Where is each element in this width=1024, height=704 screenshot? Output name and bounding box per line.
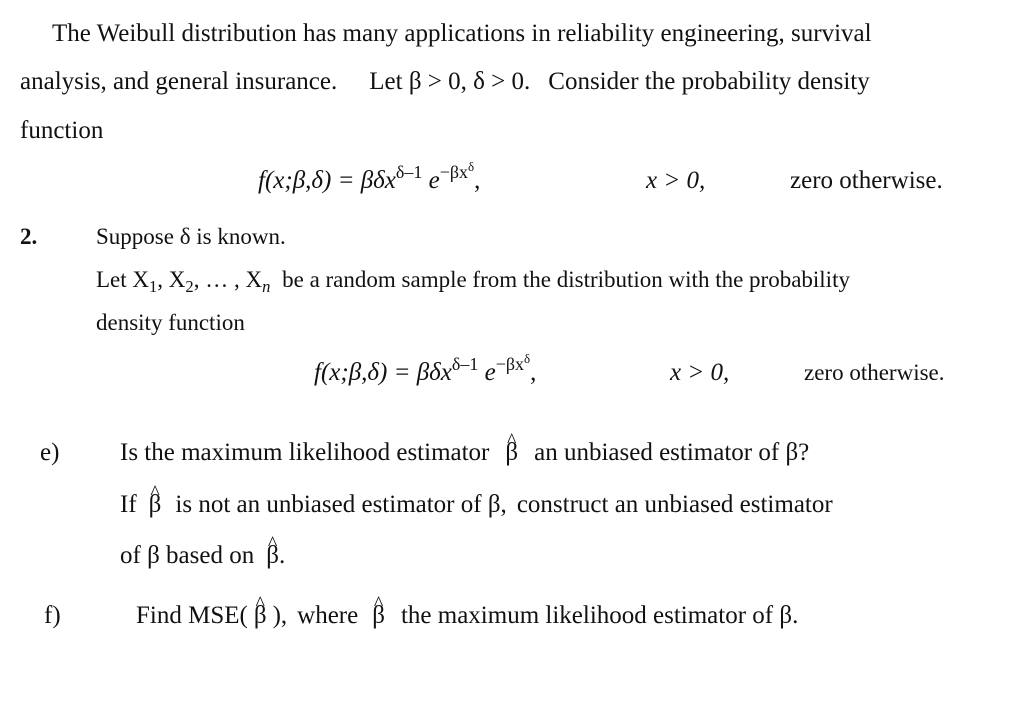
part-e-line-1: [120, 438, 809, 468]
part-f-text: the maximum likelihood estimator of β.: [400, 602, 799, 629]
q2-text: Let X: [96, 267, 150, 292]
q2-line-1: Suppose δ is known.: [96, 224, 286, 249]
q2-line-2: [96, 265, 850, 295]
intro-line-3: function: [20, 117, 104, 144]
pdf-exponent: δ–1: [395, 162, 423, 183]
q2-line-3: density function: [96, 310, 245, 335]
part-f-text: where: [297, 602, 359, 629]
q2-text: , … , X: [193, 267, 263, 292]
pdf-formula-main: [258, 158, 481, 196]
pdf-formula-repeat: [314, 350, 537, 388]
q2-text: be a random sample from the distribution with the probability: [282, 267, 850, 292]
part-f-text: Find MSE(: [136, 602, 248, 629]
pdf-lhs: f(x;β,δ) = βδx: [258, 167, 396, 194]
intro-text: Consider the probability density: [548, 68, 870, 95]
pdf-exponent: δ–1: [451, 354, 479, 375]
pdf-condition: x > 0,: [646, 167, 706, 194]
part-e-label: e): [40, 439, 60, 466]
part-e-text: .: [278, 542, 286, 569]
beta-hat: ^ β: [372, 601, 385, 631]
intro-line-2: [20, 67, 870, 97]
pdf-otherwise: zero otherwise.: [790, 167, 943, 194]
question-number: 2.: [20, 224, 38, 249]
beta-hat: ^ β: [505, 438, 518, 468]
pdf-condition: x > 0,: [670, 359, 730, 386]
part-f-text: ),: [272, 602, 288, 629]
part-e-line-2: [120, 490, 833, 520]
q2-text: , X: [157, 267, 186, 292]
beta-hat: ^ β: [149, 490, 162, 520]
pdf-e: e: [484, 359, 496, 386]
part-e-text: of β based on: [120, 542, 255, 569]
intro-text: analysis, and general insurance.: [20, 68, 338, 95]
beta-hat: ^ β: [266, 541, 279, 571]
part-e-text: Is the maximum likelihood estimator: [120, 439, 490, 466]
part-e-text: an unbiased estimator of β?: [534, 439, 810, 466]
q2-sub: n: [262, 276, 271, 296]
intro-parameters: Let β > 0, δ > 0.: [369, 68, 531, 95]
part-e-text: is not an unbiased estimator of β,: [175, 491, 507, 518]
intro-line-1: The Weibull distribution has many applications in reliability engineering, survival: [52, 20, 872, 47]
q2-sub: 1: [149, 276, 158, 296]
pdf-lhs: f(x;β,δ) = βδx: [314, 359, 452, 386]
pdf-exponent-2: −βx: [495, 354, 525, 375]
pdf-comma: ,: [474, 167, 481, 194]
beta-hat: ^ β: [254, 601, 267, 631]
part-f-line: [136, 601, 798, 631]
part-e-text: construct an unbiased estimator: [516, 491, 833, 518]
pdf-exponent-delta: δ: [524, 350, 531, 366]
pdf-exponent-2: −βx: [439, 162, 469, 183]
pdf-otherwise: zero otherwise.: [804, 360, 945, 385]
part-e-text: If: [120, 491, 137, 518]
q2-sub: 2: [185, 276, 194, 296]
part-f-label: f): [44, 602, 61, 629]
pdf-exponent-delta: δ: [468, 158, 475, 174]
part-e-line-3: [120, 541, 285, 571]
pdf-e: e: [428, 167, 440, 194]
pdf-comma: ,: [530, 359, 537, 386]
